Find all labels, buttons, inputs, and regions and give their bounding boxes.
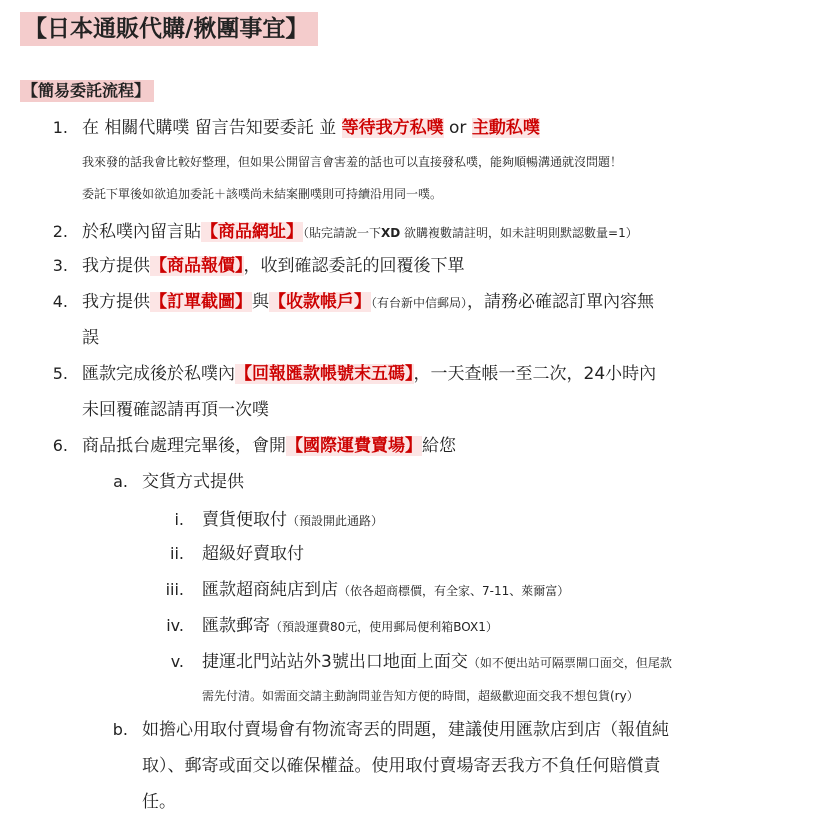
step-1-or: or bbox=[443, 118, 472, 138]
delivery-option-2-label: ii. bbox=[170, 544, 184, 563]
delivery-option-2-text: 超級好賣取付 bbox=[202, 544, 304, 564]
step-3-prefix: 我方提供 bbox=[82, 256, 150, 276]
step-6b-line-1: 如擔心用取付賣場會有物流寄丟的問題，建議使用匯款店到店（報值純 bbox=[142, 720, 669, 740]
step-5-line-2: 未回覆確認請再頂一次噗 bbox=[82, 400, 269, 420]
step-2-number: 2. bbox=[52, 222, 68, 241]
delivery-option-4-note: （預設運費80元，使用郵局便利箱BOX1） bbox=[270, 620, 498, 634]
delivery-option-1-label: i. bbox=[174, 510, 184, 529]
delivery-option-4-text: 匯款郵寄 bbox=[202, 616, 270, 636]
step-4-highlight-order: 【訂單截圖】 bbox=[150, 292, 252, 312]
step-4-line-2: 誤 bbox=[82, 328, 99, 348]
step-4-number: 4. bbox=[52, 292, 68, 311]
step-2-highlight-url: 【商品網址】 bbox=[201, 222, 303, 242]
step-6b-line-3: 任。 bbox=[142, 792, 176, 812]
step-2-note-a: （貼完請說一下 bbox=[303, 226, 382, 240]
step-1-note-2: 委託下單後如欲追加委託＋該噗尚未結案刪噗則可持續沿用同一噗。 bbox=[82, 187, 443, 201]
delivery-option-4-label: iv. bbox=[166, 616, 184, 635]
step-1-note-1: 我來發的話我會比較好整理，但如果公開留言會害羞的話也可以直接發私噗，能夠順暢溝通就沒問題！ bbox=[82, 155, 623, 169]
step-2-text bbox=[82, 220, 638, 245]
step-6b-label: b. bbox=[112, 720, 128, 739]
delivery-option-1-text: 賣貨便取付 bbox=[202, 510, 287, 530]
step-5-number: 5. bbox=[52, 364, 68, 383]
step-6-number: 6. bbox=[52, 436, 68, 455]
section-subtitle: 【簡易委託流程】 bbox=[20, 80, 154, 102]
step-3-text bbox=[82, 254, 465, 278]
step-4-text bbox=[82, 290, 654, 315]
delivery-option-3-label: iii. bbox=[165, 580, 184, 599]
step-5-prefix: 匯款完成後於私噗內 bbox=[82, 364, 235, 384]
step-6-text bbox=[82, 434, 456, 458]
delivery-option-1-note: （預設開此通路） bbox=[287, 514, 384, 528]
step-2-note-xd: XD bbox=[381, 226, 401, 240]
step-1-prefix: 在 相關代購噗 留言告知要委託 並 bbox=[82, 118, 342, 138]
delivery-option-3 bbox=[202, 578, 569, 603]
step-3-number: 3. bbox=[52, 256, 68, 275]
delivery-option-3-text: 匯款超商純店到店 bbox=[202, 580, 338, 600]
step-6b-line-2: 取）、郵寄或面交以確保權益。使用取付賣場寄丟我方不負任何賠償責 bbox=[142, 756, 661, 776]
step-6a-label: a. bbox=[113, 472, 128, 491]
step-1-highlight-wait: 等待我方私噗 bbox=[341, 118, 444, 138]
step-3-highlight-quote: 【商品報價】 bbox=[150, 256, 244, 276]
step-4-suffix: ，請務必確認訂單內容無 bbox=[467, 292, 655, 312]
delivery-option-5-note-2: 需先付清。如需面交請主動詢問並告知方便的時間，超級歡迎面交我不想包貨(ry） bbox=[202, 689, 639, 703]
delivery-option-1 bbox=[202, 508, 383, 533]
delivery-option-5-note: （如不便出站可隔票閘口面交，但尾款 bbox=[467, 656, 672, 670]
step-2-note-b: 欲購複數請註明，如未註明則默認數量=1） bbox=[400, 226, 638, 240]
step-1-highlight-dm: 主動私噗 bbox=[471, 118, 540, 138]
delivery-option-4 bbox=[202, 614, 498, 639]
step-5-suffix: ，一天查帳一至二次，24小時內 bbox=[413, 364, 657, 384]
step-4-prefix: 我方提供 bbox=[82, 292, 150, 312]
step-4-note: （有台新中信郵局） bbox=[371, 296, 468, 310]
step-4-and: 與 bbox=[252, 292, 269, 312]
step-3-suffix: ，收到確認委託的回覆後下單 bbox=[243, 256, 465, 276]
delivery-option-5 bbox=[202, 650, 672, 675]
delivery-option-5-label: v. bbox=[170, 652, 184, 671]
step-5-text bbox=[82, 362, 656, 386]
step-1-text bbox=[82, 116, 540, 140]
step-6-suffix: 給您 bbox=[422, 436, 456, 456]
step-5-highlight-report: 【回報匯款帳號末五碼】 bbox=[235, 364, 414, 384]
step-4-highlight-account: 【收款帳戶】 bbox=[269, 292, 371, 312]
step-1-number: 1. bbox=[52, 118, 68, 137]
step-6-prefix: 商品抵台處理完畢後，會開 bbox=[82, 436, 286, 456]
page-title: 【日本通販代購/揪團事宜】 bbox=[20, 12, 318, 46]
step-2-prefix: 於私噗內留言貼 bbox=[82, 222, 201, 242]
delivery-option-5-text: 捷運北門站站外3號出口地面上面交 bbox=[202, 652, 468, 672]
step-6a-text: 交貨方式提供 bbox=[142, 472, 244, 492]
delivery-option-3-note: （依各超商標價，有全家、7-11、萊爾富） bbox=[338, 584, 570, 598]
step-6-highlight-shipping: 【國際運費賣場】 bbox=[286, 436, 422, 456]
